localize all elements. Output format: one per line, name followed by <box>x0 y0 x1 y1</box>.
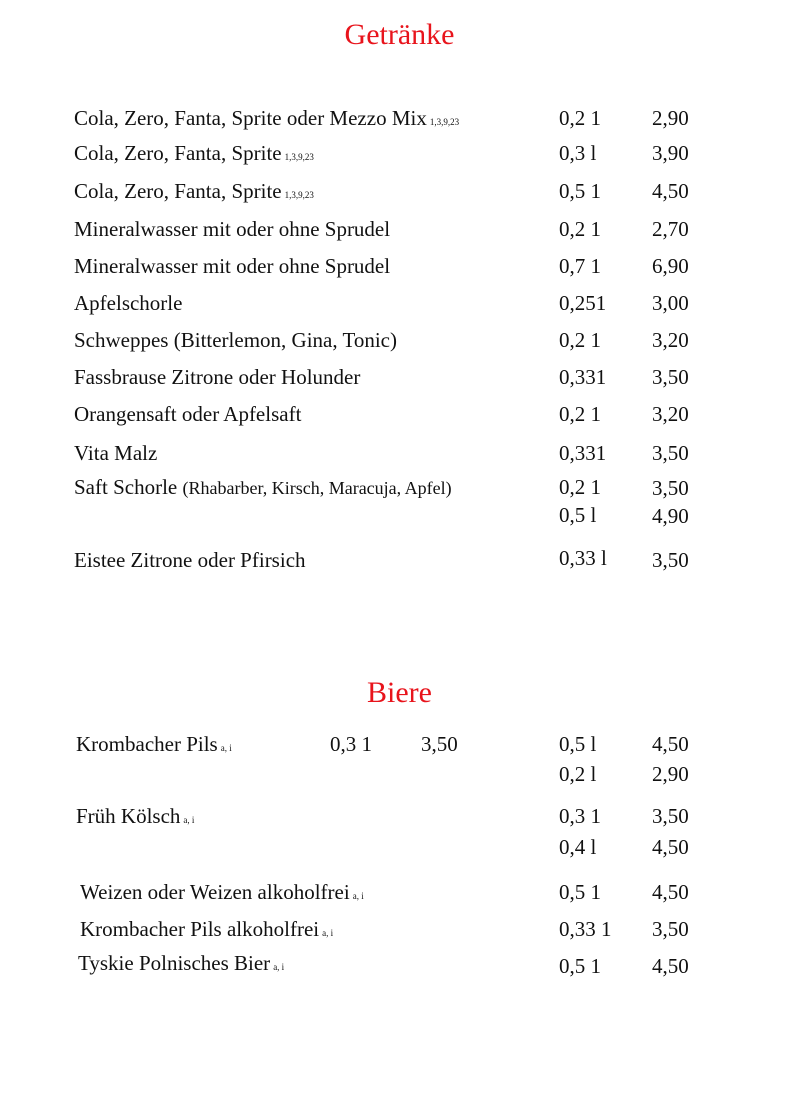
menu-item-price: 4,50 <box>652 732 689 756</box>
menu-item-volume: 0,331 <box>559 441 607 465</box>
menu-item-volume: 0,33 1 <box>559 917 612 941</box>
menu-item-name: Fassbrause Zitrone oder Holunder <box>74 365 361 389</box>
menu-item-volume: 0,2 l <box>559 762 597 786</box>
menu-item-name: Saft Schorle (Rhabarber, Kirsch, Maracuja, Apfel) <box>74 475 452 499</box>
menu-item-price: 3,50 <box>652 548 689 572</box>
allergen-note: a, i <box>322 928 334 938</box>
menu-item-name: Cola, Zero, Fanta, Sprite 1,3,9,23 <box>74 141 314 165</box>
allergen-note: 1,3,9,23 <box>429 117 460 127</box>
menu-item-name: Tyskie Polnisches Bier a, i <box>78 951 285 975</box>
menu-item-price: 3,50 <box>652 917 689 941</box>
menu-item-volume-small: 0,3 1 <box>330 732 372 756</box>
menu-item-volume: 0,4 l <box>559 835 597 859</box>
menu-item-price: 4,50 <box>652 880 689 904</box>
getraenke-heading: Getränke <box>344 18 455 51</box>
biere-heading: Biere <box>367 676 432 709</box>
menu-item-name: Weizen oder Weizen alkoholfrei a, i <box>80 880 364 904</box>
menu-item-volume: 0,3 l <box>559 141 597 165</box>
menu-item-volume: 0,5 1 <box>559 179 601 203</box>
menu-item-volume: 0,2 1 <box>559 217 601 241</box>
menu-item-volume: 0,33 l <box>559 546 607 570</box>
menu-item-price: 4,50 <box>652 835 689 859</box>
menu-item-volume: 0,331 <box>559 365 607 389</box>
menu-item-name: Schweppes (Bitterlemon, Gina, Tonic) <box>74 328 397 352</box>
menu-item-price: 2,90 <box>652 762 689 786</box>
menu-item-detail: (Rhabarber, Kirsch, Maracuja, Apfel) <box>182 478 452 498</box>
menu-item-price: 6,90 <box>652 254 689 278</box>
menu-item-name: Mineralwasser mit oder ohne Sprudel <box>74 254 391 278</box>
menu-item-price: 3,20 <box>652 328 689 352</box>
menu-item-price: 2,70 <box>652 217 689 241</box>
menu-item-volume: 0,5 1 <box>559 954 601 978</box>
menu-item-volume: 0,2 1 <box>559 475 601 499</box>
menu-item-volume: 0,2 1 <box>559 328 601 352</box>
menu-item-price: 3,20 <box>652 402 689 426</box>
menu-item-volume: 0,2 1 <box>559 106 601 130</box>
menu-item-price: 3,50 <box>652 365 689 389</box>
allergen-note: 1,3,9,23 <box>284 190 314 200</box>
menu-item-name: Mineralwasser mit oder ohne Sprudel <box>74 217 391 241</box>
allergen-note: a, i <box>352 891 364 901</box>
allergen-note: a, i <box>220 743 232 753</box>
menu-item-price: 2,90 <box>652 106 689 130</box>
menu-item-price: 4,50 <box>652 179 689 203</box>
menu-item-price: 4,90 <box>652 504 689 528</box>
menu-item-volume: 0,3 1 <box>559 804 601 828</box>
menu-item-volume: 0,7 1 <box>559 254 601 278</box>
menu-item-price: 3,50 <box>652 441 689 465</box>
menu-item-name: Cola, Zero, Fanta, Sprite oder Mezzo Mix 1,3,9,23 <box>74 106 460 130</box>
menu-item-volume: 0,5 l <box>559 732 597 756</box>
menu-item-price-small: 3,50 <box>421 732 458 756</box>
menu-item-price: 4,50 <box>652 954 689 978</box>
menu-item-name: Krombacher Pils alkoholfrei a, i <box>80 917 334 941</box>
allergen-note: 1,3,9,23 <box>284 152 314 162</box>
menu-item-name: Cola, Zero, Fanta, Sprite 1,3,9,23 <box>74 179 314 203</box>
allergen-note: a, i <box>183 815 195 825</box>
menu-item-price: 3,90 <box>652 141 689 165</box>
menu-item-name: Vita Malz <box>74 441 158 465</box>
allergen-note: a, i <box>273 962 285 972</box>
menu-item-volume: 0,5 1 <box>559 880 601 904</box>
menu-item-name: Krombacher Pils a, i <box>76 732 232 756</box>
menu-item-name: Apfelschorle <box>74 291 183 315</box>
menu-item-price: 3,50 <box>652 476 689 500</box>
menu-item-volume: 0,2 1 <box>559 402 601 426</box>
menu-item-name: Orangensaft oder Apfelsaft <box>74 402 302 426</box>
menu-item-name: Eistee Zitrone oder Pfirsich <box>74 548 306 572</box>
menu-item-price: 3,50 <box>652 804 689 828</box>
menu-item-volume: 0,251 <box>559 291 607 315</box>
menu-item-volume: 0,5 l <box>559 503 597 527</box>
menu-item-price: 3,00 <box>652 291 689 315</box>
menu-item-name: Früh Kölsch a, i <box>76 804 195 828</box>
